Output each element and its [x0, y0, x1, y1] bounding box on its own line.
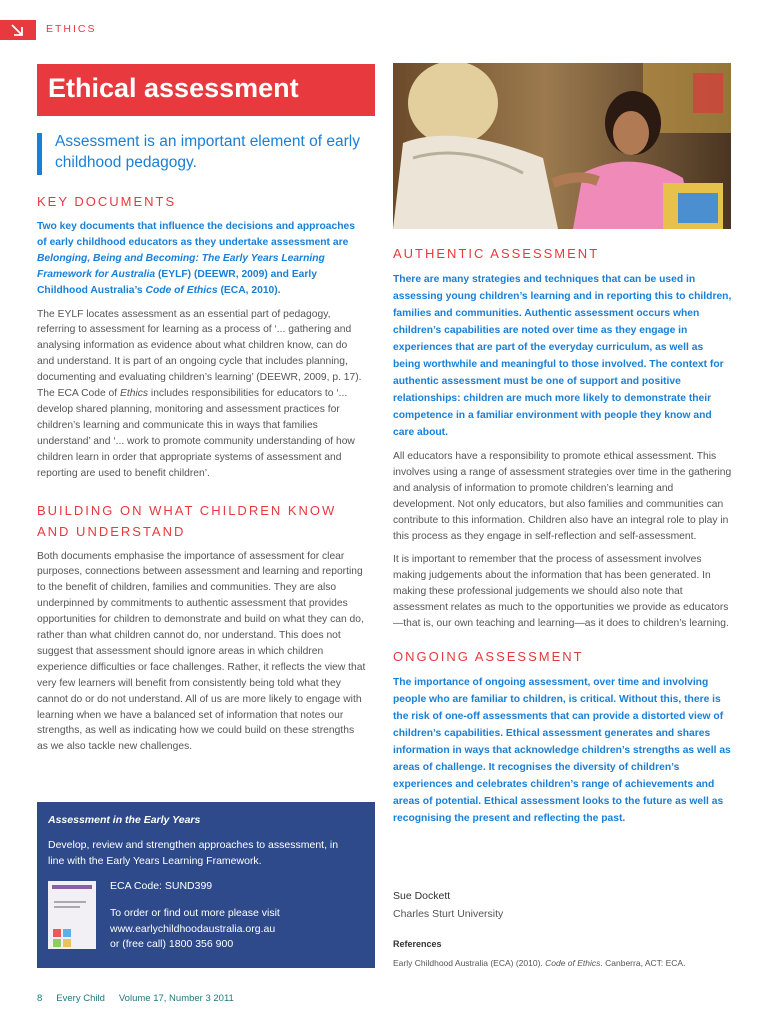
promo-box — [37, 802, 375, 968]
building-body: Both documents emphasise the importance of assessment for clear purposes, connections between assessment and learning and reporting to the benefit of children, families and communities. They are also underpinned by commitments to authentic assessment that provides opportunities for children to demonstrate and build on what they can do, rather than what children cannot do, nor understand. This does not suggest that assessment should ignore areas in which children experience difficulties or face challenges. Rather, it reflects the view that very few learners will benefit from consistently being told what they cannot do or do not understand. All of us are more likely to engage with learning when we have a balanced set of information that notes our strengths, as well as indicating how we could build on these strengths as we also tackle new challenges. — [37, 550, 366, 753]
order-info: To order or find out more please visit www.earlychildhoodaustralia.org.au or (free call) 1800 356 900 — [110, 907, 280, 950]
left-column — [37, 191, 367, 763]
authentic-intro: There are many strategies and techniques that can be used in assessing young children’s learning and in reporting this to children, families and communities. Authentic assessment occurs when children’s capabilities are noted over time as they engage in experiences that are part of the everyday curriculum, as well as being worthwhile and meaningful to those involved. The context for authentic assessment must be one of support and positive relationships: children are much more likely to demonstrate their competence in a familiar environment with people they know and care about. — [393, 274, 732, 438]
ongoing-heading: ONGOING ASSESSMENT — [393, 648, 584, 664]
author-name: Sue Dockett — [393, 890, 451, 902]
key-documents-heading: KEY DOCUMENTS — [37, 194, 177, 209]
promo-title: Assessment in the Early Years — [48, 814, 201, 826]
arrow-down-right-icon — [9, 22, 25, 38]
title-banner — [37, 64, 375, 116]
page-footer — [37, 993, 248, 1004]
reference-entry: Early Childhood Australia (ECA) (2010). Code of Ethics. Canberra, ACT: ECA. — [393, 958, 686, 968]
references-heading: References — [393, 939, 442, 949]
section-corner-marker — [0, 20, 36, 40]
promo-description: Develop, review and strengthen approaches to assessment, in line with the Early Years Learning Framework. — [48, 839, 339, 867]
authentic-body-1: All educators have a responsibility to promote ethical assessment. This involves using a range of assessment strategies over time in the gathering and analysis of information to promote children’s learning and development. Not only educators, but also families and communities can contribute to this information. Children also have an integral role to play in this process as they engage in self-reflection and self-assessment. — [393, 451, 732, 542]
key-documents-intro: Two key documents that influence the decisions and approaches of early childhood educators as they undertake assessment are Belonging, Being and Becoming: The Early Years Learning Framework for Australia (EYLF) (DEEWR, 2009) and Early Childhood Australia’s Code of Ethics (ECA, 2010). — [37, 221, 355, 296]
authentic-heading: AUTHENTIC ASSESSMENT — [393, 246, 600, 261]
classroom-photo — [393, 63, 731, 229]
lead-accent-bar — [37, 133, 42, 175]
volume-info: Volume 17, Number 3 2011 — [118, 993, 234, 1004]
key-documents-body: The EYLF locates assessment as an essential part of pedagogy, referring to assessment for learning as a process of ‘... gathering and analysing information as evidence about what children know, can do and understand. It is part of an ongoing cycle that includes planning, documenting and evaluating children’s learning’ (DEEWR, 2009, p. 17). The ECA Code of Ethics includes responsibilities for educators to ‘... develop shared planning, monitoring and assessment practices for children’s learning and communicate this in ways that families understand’ and ‘... work to promote community understanding of how children learn in order that appropriate systems of assessment and reporting are used to benefit children’. — [37, 308, 362, 479]
page-number: 8 — [37, 993, 43, 1004]
building-heading: BUILDING ON WHAT CHILDREN KNOW AND UNDERSTAND — [37, 502, 337, 539]
author-affiliation: Charles Sturt University — [393, 908, 504, 920]
book-cover-image — [48, 881, 96, 949]
lead-text: Assessment is an important element of early childhood pedagogy. — [55, 133, 360, 171]
product-code: ECA Code: SUND399 — [110, 880, 213, 892]
page-title: Ethical assessment — [48, 73, 299, 103]
ongoing-intro: The importance of ongoing assessment, over time and involving people who are familiar to children, is critical. Without this, there is the risk of one-off assessments that can provide a distorted view of children’s capabilities. Ethical assessment generates and shares information in ways that acknowledge children’s strengths as well as areas of challenge. It recognises the diversity of children’s experiences and celebrates children’s range of achievements and areas of potential. Ethical assessment looks to the future as well as recognising the present and reflecting the past. — [393, 676, 731, 824]
right-column — [393, 243, 733, 835]
publication-name: Every Child — [56, 993, 105, 1004]
authentic-body-2: It is important to remember that the process of assessment involves making judgements about the information that has been generated. In making these professional judgements we should also note that assessment relates as much to the opportunities we provide as educators—that is, our own teaching and learning—as it does to children’s learning. — [393, 554, 729, 630]
section-label: ETHICS — [46, 23, 97, 35]
website-link[interactable]: www.earlychildhoodaustralia.org.au — [110, 922, 276, 935]
